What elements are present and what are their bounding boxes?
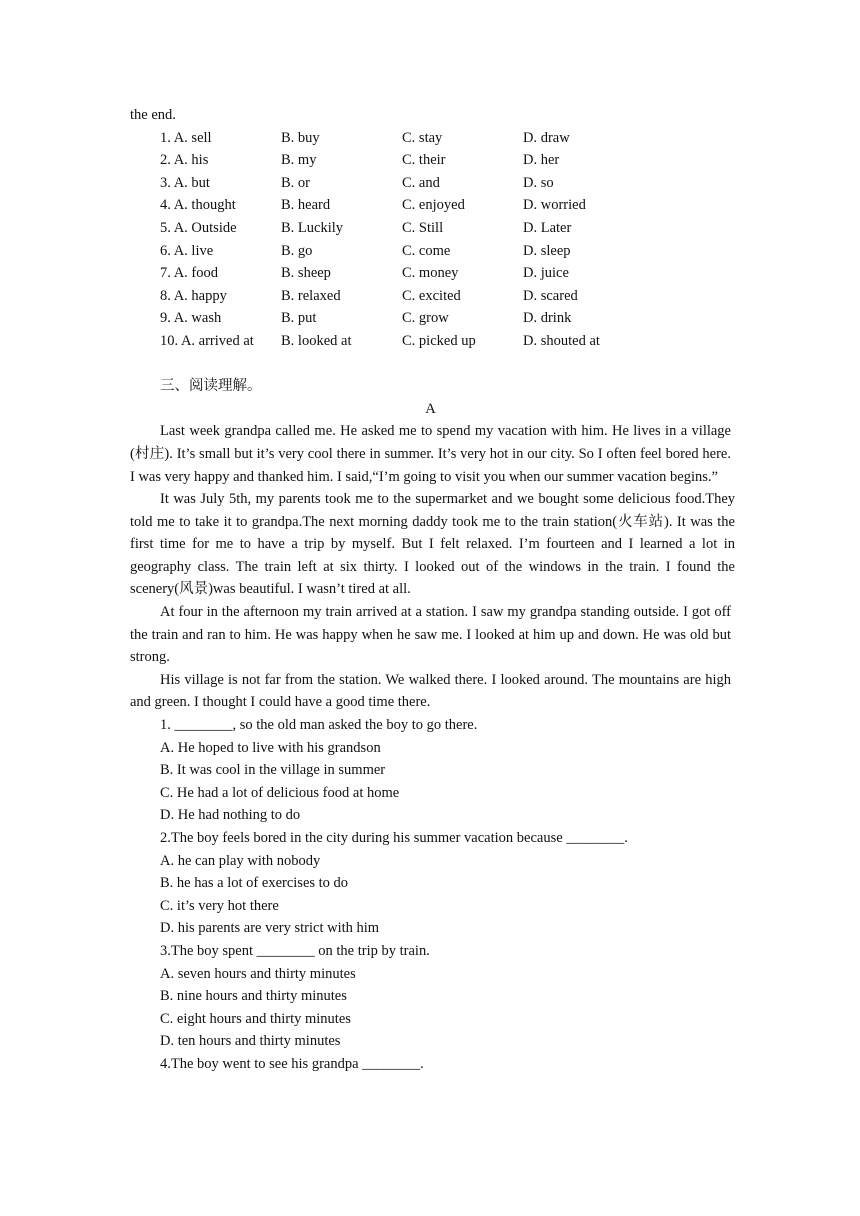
cloze-option-row (130, 172, 731, 195)
cloze-option-row (130, 127, 731, 150)
option-d: D. sleep (523, 242, 571, 259)
option-c: C. enjoyed (402, 197, 465, 214)
answer-choice: C. He had a lot of delicious food at home (160, 784, 400, 801)
option-d: D. her (523, 152, 560, 169)
option-a: 10. A. arrived at (160, 332, 254, 349)
option-c: C. money (402, 265, 459, 282)
answer-choice: D. He had nothing to do (160, 807, 301, 824)
passage-paragraph: At four in the afternoon my train arrived at a station. I saw my grandpa standing outside. I got off the train and ran to him. He was happy when he saw me. I looked at him up and down. He was old but strong. (130, 604, 731, 666)
option-d: D. worried (523, 197, 586, 214)
option-c: C. their (402, 152, 446, 169)
option-b: B. my (281, 152, 317, 169)
page-content (130, 104, 735, 1076)
option-d: D. juice (523, 265, 569, 282)
question-stem: 3.The boy spent ________ on the trip by train. (160, 942, 430, 959)
cloze-option-row (130, 217, 731, 240)
option-d: D. draw (523, 129, 570, 146)
option-c: C. excited (402, 287, 461, 304)
cloze-option-row (130, 194, 731, 217)
cloze-option-row (130, 149, 731, 172)
cloze-options (130, 127, 731, 353)
option-c: C. come (402, 242, 451, 259)
option-a: 5. A. Outside (160, 219, 237, 236)
answer-choice: A. seven hours and thirty minutes (160, 965, 356, 982)
question (130, 827, 731, 940)
option-b: B. sheep (281, 265, 331, 282)
cloze-option-row (130, 240, 731, 263)
option-d: D. shouted at (523, 332, 600, 349)
question-stem: 1. ________, so the old man asked the boy to go there. (160, 717, 478, 734)
cloze-passage-tail: the end. (130, 107, 176, 123)
cloze-option-row (130, 262, 731, 285)
question (130, 714, 731, 827)
answer-choice: D. his parents are very strict with him (160, 920, 380, 937)
option-b: B. buy (281, 129, 320, 146)
answer-choice: A. he can play with nobody (160, 852, 321, 869)
option-b: B. heard (281, 197, 331, 214)
option-b: B. looked at (281, 332, 352, 349)
passage-paragraph: It was July 5th, my parents took me to the supermarket and we bought some delicious food.They told me to take it to grandpa.The next morning daddy took me to the train station(火车站). It was the first time for me to have a trip by myself. But I felt relaxed. I’m fourteen and I learned a lot in geography class. The train left at six thirty. I looked out of the windows in the train. I found the scenery(风景)was beautiful. I wasn’t tired at all. (130, 491, 735, 598)
option-b: B. put (281, 310, 317, 327)
option-a: 9. A. wash (160, 310, 222, 327)
option-c: C. picked up (402, 332, 476, 349)
option-d: D. Later (523, 219, 572, 236)
option-a: 1. A. sell (160, 129, 212, 146)
cloze-option-row (130, 285, 731, 308)
option-a: 3. A. but (160, 174, 210, 191)
option-d: D. scared (523, 287, 578, 304)
question (130, 940, 731, 1053)
answer-choice: D. ten hours and thirty minutes (160, 1033, 341, 1050)
option-d: D. so (523, 174, 554, 191)
answer-choice: C. eight hours and thirty minutes (160, 1010, 351, 1027)
passage-paragraph: His village is not far from the station. We walked there. I looked around. The mountains are high and green. I thought I could have a good time there. (130, 671, 731, 711)
answer-choice: C. it’s very hot there (160, 897, 279, 914)
section-title: 三、阅读理解。 (160, 378, 262, 395)
passage-paragraph: Last week grandpa called me. He asked me to spend my vacation with him. He lives in a village (村庄). It’s small but it’s very cool there in summer. It’s very hot in our city. So I often feel bored here. I was very happy and thanked him. I said,“I’m going to visit you when our summer vacation begins.” (130, 423, 731, 485)
answer-choice: B. he has a lot of exercises to do (160, 875, 349, 892)
option-b: B. relaxed (281, 287, 341, 304)
option-a: 6. A. live (160, 242, 214, 259)
question-stem: 2.The boy feels bored in the city during his summer vacation because ________. (160, 830, 628, 846)
option-b: B. or (281, 174, 310, 191)
option-a: 7. A. food (160, 265, 218, 282)
option-c: C. grow (402, 310, 449, 327)
cloze-option-row (130, 330, 731, 353)
question (130, 1053, 731, 1076)
option-c: C. Still (402, 219, 444, 236)
cloze-option-row (130, 307, 731, 330)
option-c: C. and (402, 174, 440, 191)
option-d: D. drink (523, 310, 572, 327)
option-a: 2. A. his (160, 152, 209, 169)
option-b: B. Luckily (281, 219, 344, 236)
spacer (130, 353, 731, 376)
passage-label: A (425, 400, 436, 417)
answer-choice: B. It was cool in the village in summer (160, 762, 386, 779)
answer-choice: B. nine hours and thirty minutes (160, 988, 347, 1005)
option-a: 4. A. thought (160, 197, 236, 214)
answer-choice: A. He hoped to live with his grandson (160, 739, 381, 756)
option-b: B. go (281, 242, 313, 259)
question-stem: 4.The boy went to see his grandpa ________. (160, 1055, 424, 1072)
option-c: C. stay (402, 129, 443, 146)
option-a: 8. A. happy (160, 287, 227, 304)
